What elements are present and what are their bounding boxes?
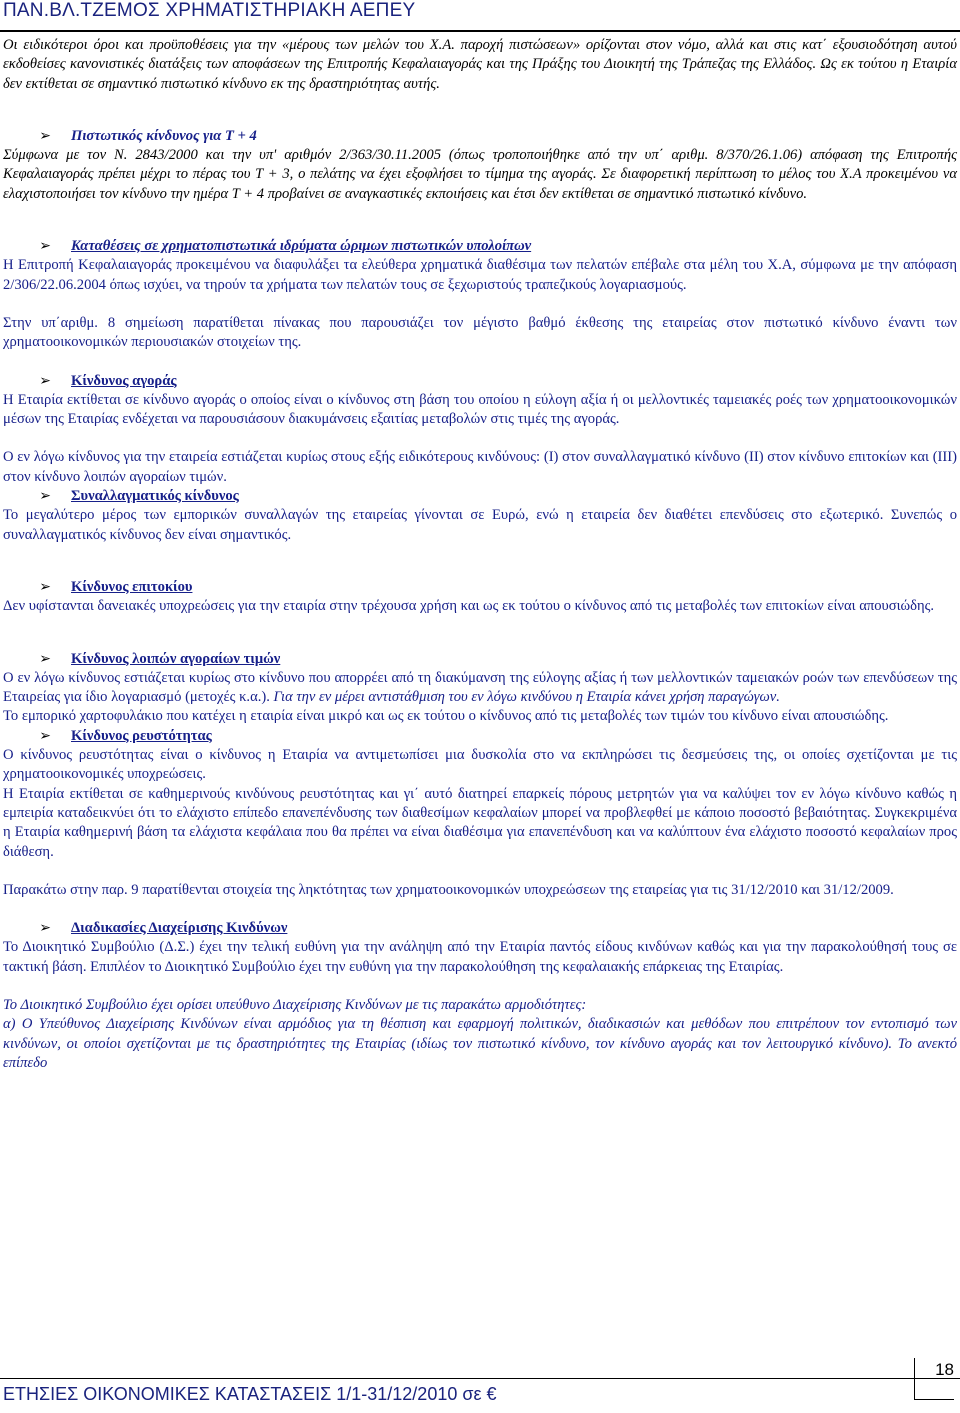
liquidity-management-paragraph: Η Εταιρία εκτίθεται σε καθημερινούς κινδύνους ρευστότητας και γι΄ αυτό διατηρεί επαρκείς πόρους μετρητών για να καλύψει τον εν λόγω κίνδυνο καθώς η εμπειρία καταδεικνύει ότι το ελάχιστο επίπεδο επανεπένδυσης των διαθεσίμων κεφαλαίων μπορεί να προβλεφθεί με κάποιο ποσοστό βεβαιότητας. Συγκεκριμένα η Εταιρία καθημερινή βάση τα ελάχιστα κεφάλαια που θα πρέπει να είναι διαθέσιμα για επανεπένδυση και να καλύπτουν ένα ελάχιστο ποσοστό κεφαλαίων προς διάθεση. <box>3 785 957 860</box>
other-price-risk-paragraph: Ο εν λόγω κίνδυνος εστιάζεται κυρίως στο κίνδυνο που απορρέει από τη διακύμανση της εύλογης αξίας ή των μελλοντικών ταμειακών ροών των επενδύσεων της Εταιρείας για ίδιο λογαριασμό (μετοχές κ.α.). Για την εν μέρει αντιστάθμιση του εν λόγω κινδύνου η Εταιρία κάνει χρήση παραγώγων. <box>3 669 957 706</box>
heading-credit-risk-t4: ➢ Πιστωτικός κίνδυνος για Τ + 4 <box>3 127 957 146</box>
arrow-bullet-icon: ➢ <box>39 920 51 937</box>
heading-other-price-risk: ➢ Κίνδυνος λοιπών αγοραίων τιμών <box>3 650 957 669</box>
t4-credit-paragraph: Σύμφωνα με τον Ν. 2843/2000 και την υπ' αριθμόν 2/363/30.11.2005 (όπως τροποποιήθηκε από την υπ΄ αριθμ. 8/370/26.1.06) απόφαση της Επιτροπής Κεφαλαιαγοράς πρέπει μέχρι το πέρας του Τ + 3, ο πελάτης να έχει εξοφλήσει το τίμημα της αγοράς. Σε διαφορετική περίπτωση το μέλος του Χ.Α προκειμένου να ελαχιστοποιήσει τον κίνδυνο την ημέρα Τ + 4 προβαίνει σε αναγκαστικές εκποιήσεις και έτσι δεν εκτίθεται σε σημαντικό πιστωτικό κίνδυνο. <box>3 147 957 202</box>
liquidity-definition-paragraph: Ο κίνδυνος ρευστότητας είναι ο κίνδυνος η Εταιρία να αντιμετωπίσει μια δυσκολία στο να εκπληρώσει τις δεσμεύσεις της, οι οποίες σχετίζονται με τις χρηματοοικονομικές υποχρεώσεις. <box>3 747 957 783</box>
arrow-bullet-icon: ➢ <box>39 488 51 505</box>
maturity-note-paragraph: Παρακάτω στην παρ. 9 παρατίθενται στοιχεία της ληκτότητας των χρηματοοικονομικών υποχρεώσεων της εταιρείας για τις 31/12/2010 και 31/12/2009. <box>3 881 894 898</box>
heading-fx-risk: ➢ Συναλλαγματικός κίνδυνος <box>3 487 957 506</box>
market-risk-types-paragraph: Ο εν λόγω κίνδυνος για την εταιρεία εστιάζεται κυρίως στους εξής ειδικότερους κινδύνους: (Ι) στον συναλλαγματικό κίνδυνο (ΙΙ) στον κίνδυνο επιτοκίων και (ΙΙΙ) στον κίνδυνο λοιπών αγοραίων τιμών. <box>3 449 957 485</box>
arrow-bullet-icon: ➢ <box>39 727 51 744</box>
arrow-bullet-icon: ➢ <box>39 650 51 667</box>
heading-liquidity-risk: ➢ Κίνδυνος ρευστότητας <box>3 727 957 746</box>
fx-risk-paragraph: Το μεγαλύτερο μέρος των εμπορικών συναλλαγών της εταιρείας γίνονται σε Ευρώ, ενώ η εταιρεία δεν διαθέτει επενδύσεις στο εξωτερικό. Συνεπώς ο συναλλαγματικός κίνδυνος δεν είναι σημαντικός. <box>3 507 957 543</box>
page-number: 18 <box>914 1358 954 1400</box>
risk-officer-intro-paragraph: Το Διοικητικό Συμβούλιο έχει ορίσει υπεύθυνο Διαχείρισης Κινδύνων με τις παρακάτω αρμοδιότητες: <box>3 996 587 1013</box>
arrow-bullet-icon: ➢ <box>39 578 51 595</box>
header-divider <box>0 30 960 32</box>
trading-portfolio-paragraph: Το εμπορικό χαρτοφυλάκιο που κατέχει η εταιρία είναι μικρό και ως εκ τούτου ο κίνδυνος από τις μεταβολές των τιμών του κίνδυνο είναι απουσιώδης. <box>3 708 889 725</box>
credit-terms-paragraph: Οι ειδικότεροι όροι και προϋποθέσεις για την «μέρους των μελών του Χ.Α. παροχή πιστώσεων» ορίζονται στον νόμο, αλλά και στις κατ΄ εξουσιοδότηση αυτού εκδοθείσες κανονιστικές διατάξεις των αποφάσεων της Επιτροπής Κεφαλαιαγοράς και της Πράξης του Διοικητή της Τράπεζας της Ελλάδος. Ως εκ τούτου η Εταιρία δεν εκτίθεται σε σημαντικό πιστωτικό κίνδυνο εκ της δραστηριότητας αυτής. <box>3 37 957 92</box>
note8-paragraph: Στην υπ΄αριθμ. 8 σημείωση παρατίθεται πίνακας που παρουσιάζει τον μέγιστο βαθμό έκθεσης της εταιρείας στον πιστωτικό κίνδυνο έναντι των χρηματοοικονομικών περιουσιακών στοιχείων της. <box>3 314 957 351</box>
arrow-bullet-icon: ➢ <box>39 372 51 389</box>
heading-market-risk: ➢ Κίνδυνος αγοράς <box>3 372 957 391</box>
heading-deposits: ➢ Καταθέσεις σε χρηματοπιστωτικά ιδρύματα ώριμων πιστωτικών υπολοίπων <box>3 237 957 256</box>
heading-risk-procedures: ➢ Διαδικασίες Διαχείρισης Κινδύνων <box>3 919 957 938</box>
arrow-bullet-icon: ➢ <box>39 238 51 255</box>
page-header-title: ΠΑΝ.ΒΛ.ΤΖΕΜΟΣ ΧΡΗΜΑΤΙΣΤΗΡΙΑΚΗ ΑΕΠΕΥ <box>3 0 416 21</box>
market-risk-paragraph: Η Εταιρία εκτίθεται σε κίνδυνο αγοράς ο οποίος είναι ο κίνδυνος στη βάση του οποίου η εύλογη αξία ή οι μελλοντικές ταμειακές ροές των χρηματοοικονομικών μέσων της Εταιρίας ενδέχεται να παρουσιάσουν διακυμάνσεις εξαιτίας μεταβολών στις τιμές της αγοράς. <box>3 391 957 428</box>
risk-officer-duty-paragraph: α) Ο Υπεύθυνος Διαχείρισης Κινδύνων είναι αρμόδιος για τη θέσπιση και εφαρμογή πολιτικών, διαδικασιών και μεθόδων που επιτρέπουν τον εντοπισμό των κινδύνων, οι οποίοι σχετίζονται με τις δραστηριότητες της Εταιρίας (ιδίως τον πιστωτικό κίνδυνο, τον κίνδυνο αγοράς και τον λειτουργικό κίνδυνο). Το ανεκτό επίπεδο <box>3 1016 957 1071</box>
deposits-paragraph: Η Επιτροπή Κεφαλαιαγοράς προκειμένου να διαφυλάξει τα ελεύθερα χρηματικά διαθέσιμα των πελατών επέβαλε στα μέλη του Χ.Α, σύμφωνα με την απόφαση 2/306/22.06.2004 όπως ισχύει, να τηρούν τα χρήματα των πελατών τους σε ξεχωριστούς τραπεζικούς λογαριασμούς. <box>3 257 957 293</box>
footer-divider <box>0 1378 960 1379</box>
arrow-bullet-icon: ➢ <box>39 127 51 144</box>
heading-interest-risk: ➢ Κίνδυνος επιτοκίου <box>3 578 957 597</box>
board-responsibility-paragraph: Το Διοικητικό Συμβούλιο (Δ.Σ.) έχει την τελική ευθύνη για την ανάληψη από την Εταιρία παντός είδους κινδύνων καθώς και για την παρακολούθησή τους σε τακτική βάση. Επιπλέον το Διοικητικό Συμβούλιο έχει την ευθύνη για την παρακολούθηση της κεφαλαιακής επάρκειας της Εταιρίας. <box>3 939 957 975</box>
page-content <box>3 36 957 1073</box>
page-footer-title: ΕΤΗΣΙΕΣ ΟΙΚΟΝΟΜΙΚΕΣ ΚΑΤΑΣΤΑΣΕΙΣ 1/1-31/12/2010 σε € <box>3 1384 497 1404</box>
interest-risk-paragraph: Δεν υφίστανται δανειακές υποχρεώσεις για την εταιρία στην τρέχουσα χρήση και ως εκ τούτου ο κίνδυνος από τις μεταβολές των επιτοκίων είναι απουσιώδης. <box>3 598 935 615</box>
